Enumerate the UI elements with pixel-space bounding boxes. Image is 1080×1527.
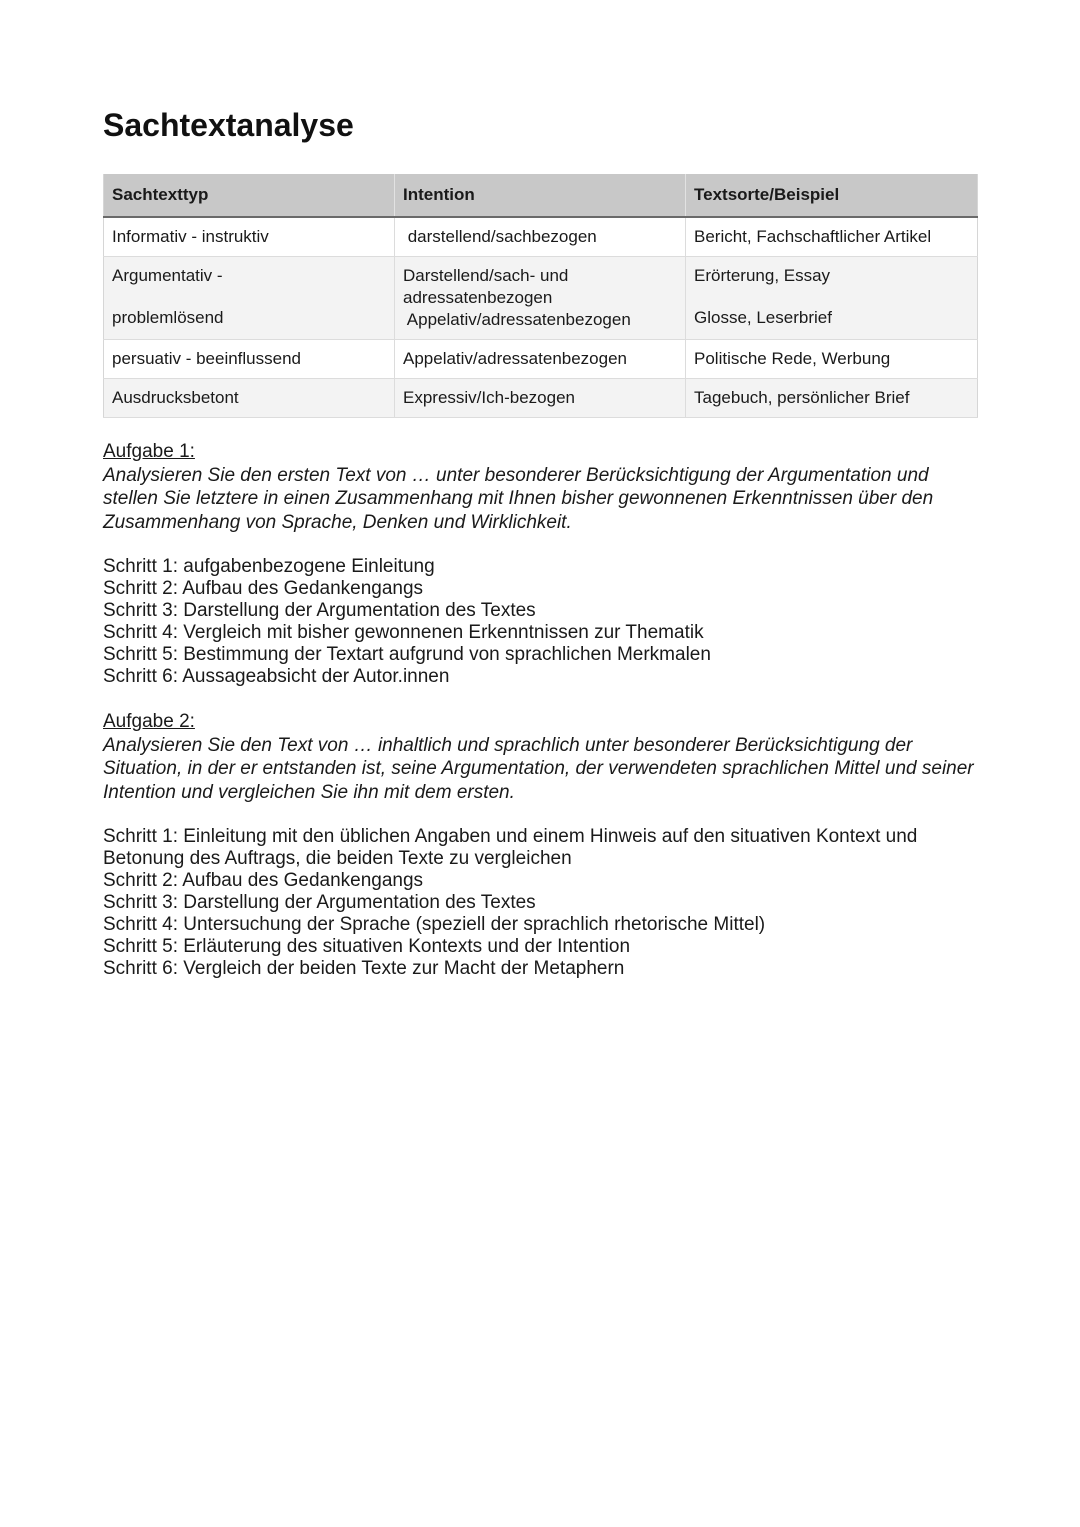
- task-1: [103, 440, 977, 534]
- step-item: Schritt 3: Darstellung der Argumentation des Textes: [103, 600, 536, 621]
- cell-text: Informativ - instruktiv: [112, 227, 269, 246]
- cell-text: Darstellend/sach- und adressatenbezogen: [403, 266, 569, 307]
- step-item: Schritt 3: Darstellung der Argumentation des Textes: [103, 892, 536, 913]
- step-item: Schritt 4: Vergleich mit bisher gewonnenen Erkenntnissen zur Thematik: [103, 622, 704, 643]
- step-item: Schritt 5: Erläuterung des situativen Kontexts und der Intention: [103, 936, 631, 957]
- cell-text: Argumentativ -: [112, 266, 223, 285]
- header-sachtexttyp: Sachtexttyp: [104, 174, 395, 217]
- step-item: Schritt 1: Einleitung mit den üblichen Angaben und einem Hinweis auf den situativen Kontext und Betonung des Auftrags, die beiden Texte zu vergleichen: [103, 826, 918, 869]
- task-2: [103, 710, 977, 804]
- step-item: Schritt 6: Vergleich der beiden Texte zur Macht der Metaphern: [103, 958, 625, 979]
- header-textsorte: Textsorte/Beispiel: [686, 174, 978, 217]
- page-title: Sachtextanalyse: [103, 107, 354, 143]
- step-item: Schritt 1: aufgabenbezogene Einleitung: [103, 556, 435, 577]
- cell-text: darstellend/sachbezogen: [403, 227, 597, 246]
- cell-text: Expressiv/Ich-bezogen: [403, 388, 575, 407]
- cell-type: [104, 257, 395, 340]
- step-item: Schritt 5: Bestimmung der Textart aufgrund von sprachlichen Merkmalen: [103, 644, 711, 665]
- task-1-steps: [103, 556, 977, 688]
- cell-example: [686, 257, 978, 340]
- cell-intention: [395, 257, 686, 340]
- cell-example: [686, 217, 978, 257]
- cell-text: Ausdrucksbetont: [112, 388, 239, 407]
- cell-text: Appelativ/adressatenbezogen: [403, 349, 627, 368]
- table-header-row: [104, 174, 978, 217]
- table-row: [104, 217, 978, 257]
- cell-example: [686, 379, 978, 418]
- cell-text: Tagebuch, persönlicher Brief: [694, 388, 910, 407]
- cell-intention: [395, 340, 686, 379]
- cell-intention: [395, 379, 686, 418]
- document-page: [103, 100, 977, 980]
- task-2-title: Aufgabe 2:: [103, 711, 195, 732]
- step-item: Schritt 4: Untersuchung der Sprache (speziell der sprachlich rhetorische Mittel): [103, 914, 766, 935]
- step-item: Schritt 2: Aufbau des Gedankengangs: [103, 870, 424, 891]
- table-row: [104, 257, 978, 340]
- cell-text: problemlösend: [112, 308, 224, 327]
- task-2-steps: [103, 826, 977, 980]
- cell-text: Appelativ/adressatenbezogen: [403, 310, 631, 329]
- step-item: Schritt 2: Aufbau des Gedankengangs: [103, 578, 424, 599]
- cell-text: persuativ - beeinflussend: [112, 349, 302, 368]
- cell-text: Politische Rede, Werbung: [694, 349, 891, 368]
- cell-example: [686, 340, 978, 379]
- cell-type: [104, 379, 395, 418]
- cell-type: [104, 217, 395, 257]
- task-1-title: Aufgabe 1:: [103, 441, 195, 462]
- task-2-text: Analysieren Sie den Text von … inhaltlich und sprachlich unter besonderer Berücksichtigung der Situation, in der er entstanden ist, seine Argumentation, der verwendeten sprachlichen Mittel und seiner Intention und vergleichen Sie ihn mit dem ersten.: [103, 734, 974, 803]
- sachtext-table: [103, 174, 978, 418]
- task-1-text: Analysieren Sie den ersten Text von … unter besonderer Berücksichtigung der Argumentation und stellen Sie letztere in einen Zusammenhang mit Ihnen bisher gewonnenen Erkenntnissen über den Zusammenhang von Sprache, Denken und Wirklichkeit.: [103, 464, 934, 533]
- cell-text: Glosse, Leserbrief: [694, 308, 832, 327]
- header-intention: Intention: [395, 174, 686, 217]
- step-item: Schritt 6: Aussageabsicht der Autor.innen: [103, 666, 450, 687]
- cell-text: Bericht, Fachschaftlicher Artikel: [694, 227, 932, 246]
- cell-intention: [395, 217, 686, 257]
- table-row: [104, 379, 978, 418]
- cell-type: [104, 340, 395, 379]
- cell-text: Erörterung, Essay: [694, 266, 831, 285]
- table-row: [104, 340, 978, 379]
